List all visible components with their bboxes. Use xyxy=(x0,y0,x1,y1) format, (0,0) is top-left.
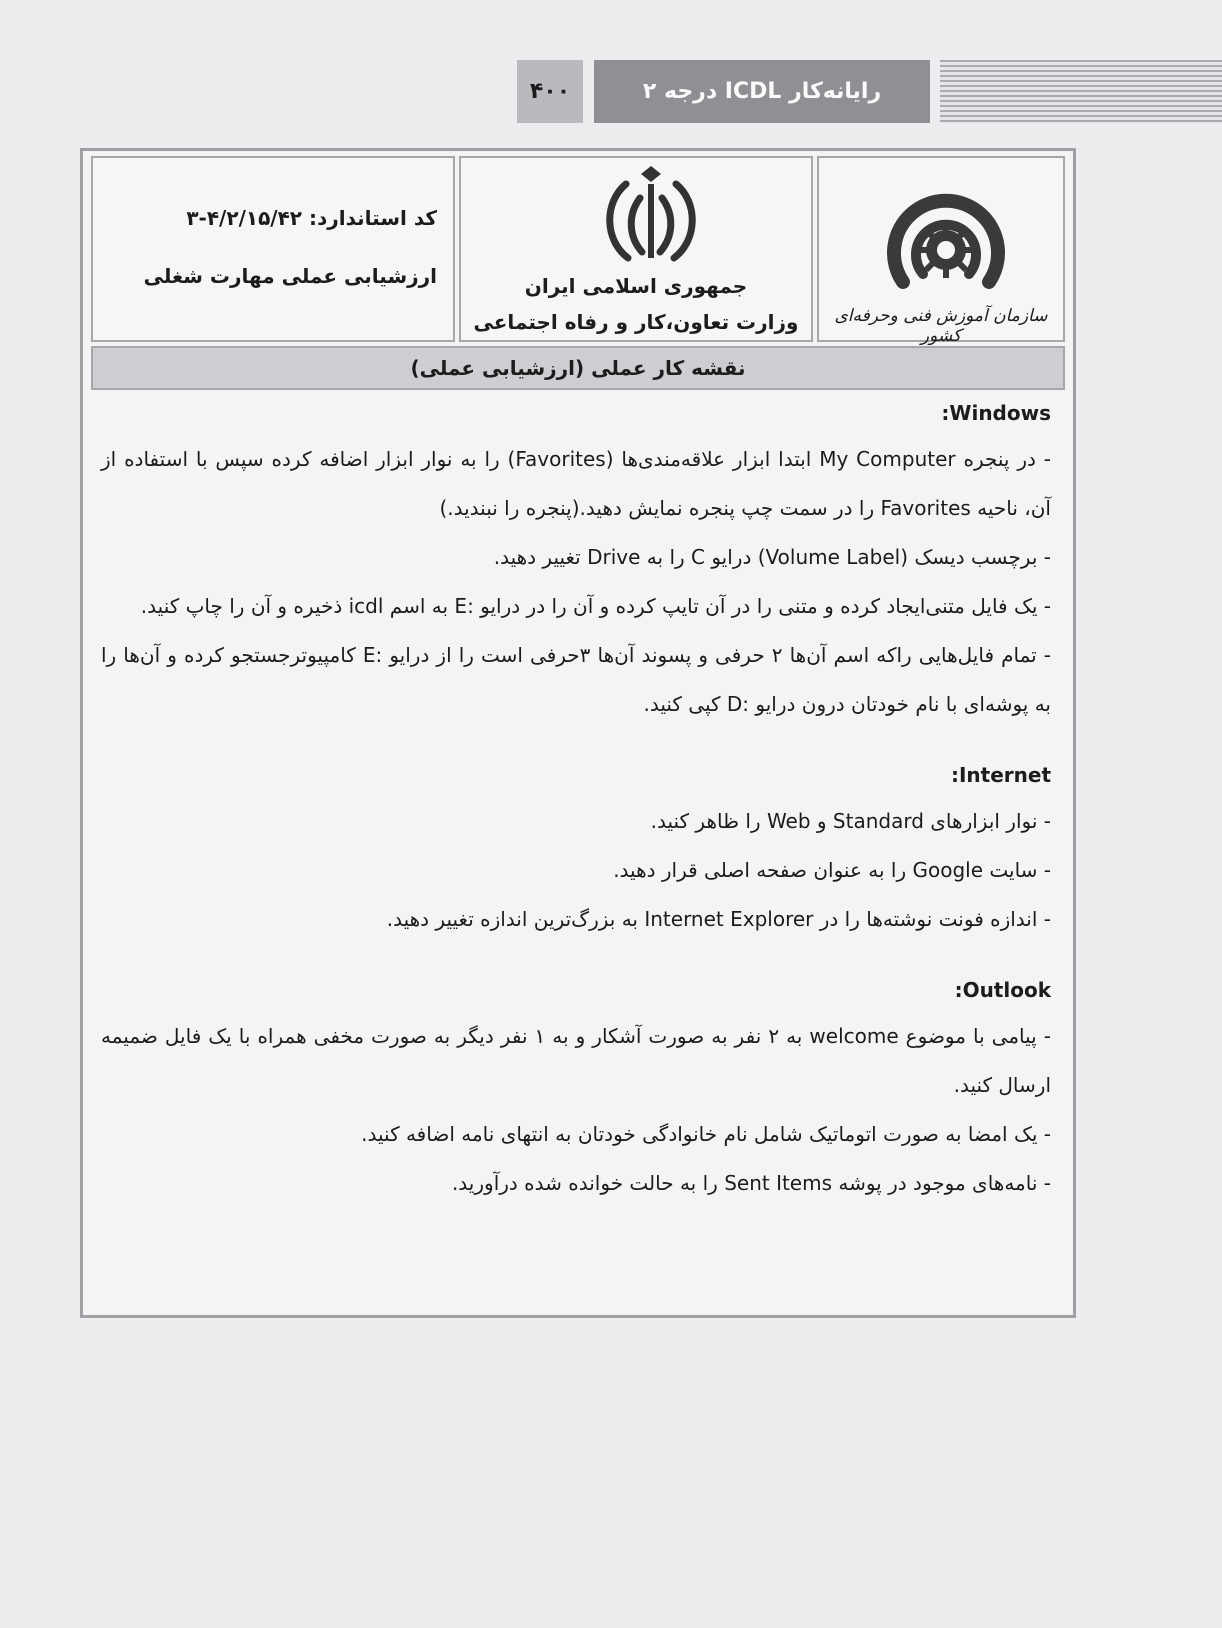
task-list xyxy=(101,391,1051,1311)
task-item: - نامه‌های موجود در پوشه Sent Items را به حالت خوانده شده درآورید. xyxy=(451,1171,1051,1195)
page-header-bar xyxy=(0,55,1222,125)
decorative-stripes xyxy=(940,60,1222,123)
standard-code: کد استاندارد: ۴/۲/۱۵/۴۲-۳ xyxy=(186,206,437,230)
ministry-name: وزارت تعاون،کار و رفاه اجتماعی xyxy=(473,310,799,334)
task-item: - تمام فایل‌هایی راکه اسم آن‌ها ۲ حرفی و پسوند آن‌ها ۳حرفی است را از درایو :E کامپیوترجستجو کرده و آن‌ها را به پوشه‌ای با نام خودتان درون درایو :D کپی کنید. xyxy=(101,643,1051,716)
book-title: رایانه‌کار ICDL درجه ۲ xyxy=(594,60,930,123)
section-heading-windows: Windows: xyxy=(941,401,1051,425)
spacer xyxy=(101,729,1051,753)
sheet-header xyxy=(91,156,1065,346)
task-item: - اندازه فونت نوشته‌ها را در Internet Explorer به بزرگ‌ترین اندازه تغییر دهید. xyxy=(386,907,1051,931)
country-name: جمهوری اسلامی ایران xyxy=(524,274,748,298)
organization-name: سازمان آموزش فنی وحرفه‌ای کشور xyxy=(834,306,1048,346)
organization-cell xyxy=(817,156,1065,346)
exam-sheet xyxy=(80,148,1076,1318)
section-heading-internet: Internet: xyxy=(950,763,1051,787)
task-item: - نوار ابزارهای Standard و Web را ظاهر کنید. xyxy=(650,809,1051,833)
iran-emblem-icon xyxy=(596,162,706,272)
gear-logo-icon xyxy=(881,182,1011,312)
standard-info-cell xyxy=(91,156,455,342)
task-item: - برچسب دیسک (Volume Label) درایو C را به Drive تغییر دهید. xyxy=(493,545,1051,569)
evaluation-type: ارزشیابی عملی مهارت شغلی xyxy=(143,264,437,288)
section-heading-outlook: Outlook: xyxy=(954,978,1051,1002)
page-number: ۴۰۰ xyxy=(517,60,583,123)
government-cell xyxy=(459,156,813,342)
task-item: - سایت Google را به عنوان صفحه اصلی قرار دهید. xyxy=(613,858,1051,882)
task-item: - یک امضا به صورت اتوماتیک شامل نام خانوادگی خودتان به انتهای نامه اضافه کنید. xyxy=(361,1122,1051,1146)
spacer xyxy=(101,944,1051,968)
task-item: - یک فایل متنی‌ایجاد کرده و متنی را در آن تایپ کرده و آن را در درایو :E به اسم icdl ذخیره و آن را چاپ کنید. xyxy=(140,594,1051,618)
task-item: - پیامی با موضوع welcome به ۲ نفر به صورت آشکار و به ۱ نفر دیگر به صورت مخفی همراه با یک فایل ضمیمه ارسال کنید. xyxy=(101,1024,1051,1097)
task-item: - در پنجره My Computer ابتدا ابزار علاقه‌مندی‌ها (Favorites) را به نوار ابزار اضافه کرده سپس با استفاده از آن، ناحیه Favorites را در سمت چپ پنجره نمایش دهید.(پنجره را نبندید.) xyxy=(101,447,1051,520)
section-title: نقشه کار عملی (ارزشیابی عملی) xyxy=(91,346,1065,390)
